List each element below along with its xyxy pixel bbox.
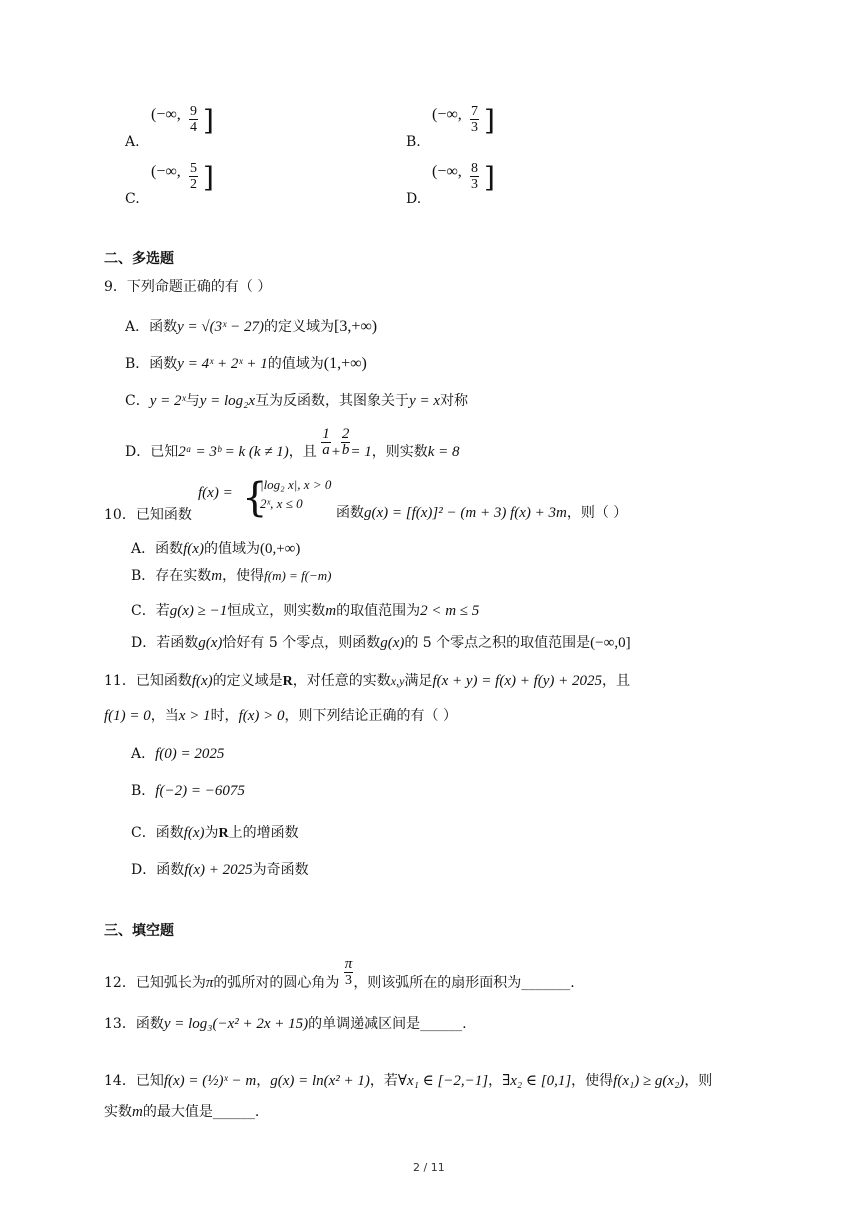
q10-stem-rest: 函数g(x) = [f(x)]² − (m + 3) f(x) + 3m，则（ ） (336, 505, 628, 521)
q11-option-d: D．函数f(x) + 2025为奇函数 (131, 862, 309, 878)
q11-option-b: B．f(−2) = −6075 (131, 783, 245, 799)
q10-option-c: C．若g(x) ≥ −1恒成立，则实数m的取值范围为2 < m ≤ 5 (131, 603, 480, 619)
q11-option-c: C．函数f(x)为R上的增函数 (131, 825, 299, 841)
question-stem: 9．下列命题正确的有（ ） (104, 279, 272, 295)
option-d: D. (−∞, $\frac{8}{3}$ ] (406, 161, 495, 207)
q9-option-a: A．函数y = √(3ˣ − 27)的定义域为[3,+∞) (125, 318, 378, 335)
q10-stem-pre: 10．已知函数 (104, 507, 192, 523)
q12: 12．已知弧长为π的弧所对的圆心角为 $\frac{\pi}{3}$ ，则该弧所在的扇形面积为_______. (104, 955, 575, 991)
section-title: 三、填空题 (104, 923, 174, 939)
q14-line1: 14．已知f(x) = (½)ˣ − m，g(x) = ln(x² + 1)，若∀x₁ ∈ [−2,−1]，∃x₂ ∈ [0,1]，使得f(x₁) ≥ g(x₂)，则 (104, 1073, 713, 1089)
option-b: B. (−∞, $\frac{7}{3}$ ] (406, 104, 495, 150)
q11-option-a: A．f(0) = 2025 (131, 746, 225, 762)
q10-option-a: A．函数f(x)的值域为(0,+∞) (131, 541, 301, 557)
fraction: $\frac{9}{4}$ (190, 104, 197, 135)
q10-option-b: B．存在实数m，使得f(m) = f(−m) (131, 568, 332, 584)
q9-option-d: D．已知2ᵃ = 3ᵇ = k (k ≠ 1)，且 $\frac{1}{a}$ + $\frac{2}{b}$ = 1，则实数k = 8 (125, 425, 460, 460)
q13: 13．函数y = log₃(−x² + 2x + 15)的单调递减区间是______. (104, 1016, 467, 1032)
q11-line1: 11．已知函数f(x)的定义域是R，对任意的实数x,y满足f(x + y) = f(x) + f(y) + 2025，且 (104, 673, 631, 689)
option-a: A. (−∞, $\frac{9}{4}$ ] (125, 104, 214, 150)
q9-option-b: B．函数y = 4ˣ + 2ˣ + 1的值域为(1,+∞) (125, 355, 367, 372)
option-c: C. (−∞, $\frac{5}{2}$ ] (125, 161, 214, 207)
q11-line2: f(1) = 0，当x > 1时，f(x) > 0，则下列结论正确的有（ ） (104, 708, 457, 724)
page-number: 2 / 11 (413, 1161, 445, 1174)
q14-line2: 实数m的最大值是______. (104, 1104, 260, 1120)
q10-option-d: D．若函数g(x)恰好有 5 个零点，则函数g(x)的 5 个零点之积的取值范围是(−∞,0] (131, 635, 631, 651)
section-title: 二、多选题 (104, 251, 174, 267)
q9-option-c: C．y = 2ˣ与y = log₂x互为反函数，其图象关于y = x对称 (125, 393, 468, 409)
